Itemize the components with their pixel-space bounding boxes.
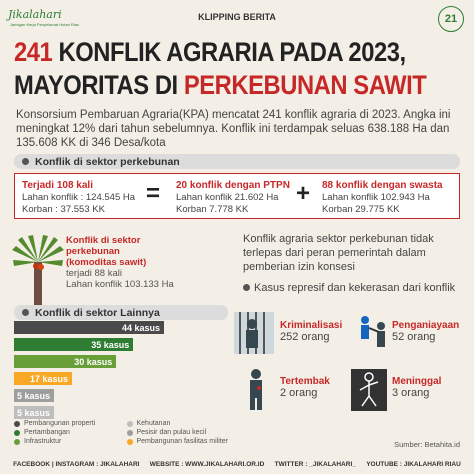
section-perkebunan-label: Konflik di sektor perkebunan xyxy=(35,155,180,168)
sawit-title1: Konflik di sektor xyxy=(66,235,141,246)
bar-0: 44 kasus xyxy=(14,321,164,334)
kliping-label: KLIPPING BERITA xyxy=(198,12,276,22)
bar-chart xyxy=(14,321,174,419)
anniversary-badge: 21 xyxy=(438,6,464,32)
legend-label: Pembangunan properti xyxy=(24,420,96,427)
headline-line1 xyxy=(14,36,410,69)
sawit-body xyxy=(66,268,174,290)
legend-dot-icon xyxy=(14,439,20,445)
bullet-icon xyxy=(22,158,29,165)
logo-subtitle: Jaringan Kerja Penyelamat Hutan Riau xyxy=(10,22,80,27)
case-tertembak xyxy=(280,376,330,399)
legend-label: Kehutanan xyxy=(136,420,171,427)
handcuff-prisoner-icon xyxy=(232,310,276,356)
bar-4: 5 kasus xyxy=(14,389,54,402)
case-label: Tertembak xyxy=(280,376,330,387)
headline-line2 xyxy=(14,69,427,102)
sawit-title3: (komoditas sawit) xyxy=(66,257,147,268)
c1-title: Terjadi 108 kali xyxy=(22,180,93,191)
perkebunan-col-ptpn xyxy=(176,180,301,216)
case-value: 2 orang xyxy=(280,387,318,399)
legend-dot-icon xyxy=(14,421,20,427)
legend-item xyxy=(14,429,127,436)
footer-website[interactable]: WEBSITE : WWW.JIKALAHARI.OR.ID xyxy=(149,460,265,468)
legend-label: Pembangunan fasilitas militer xyxy=(136,438,228,445)
legend-dot-icon xyxy=(127,439,133,445)
c2-korban: Korban 7.778 KK xyxy=(176,204,249,215)
kasus-title-text: Kasus represif dan kekerasan dari konflik xyxy=(254,282,456,294)
c3-lahan: Lahan konflik 102.943 Ha xyxy=(322,192,430,203)
case-label: Meninggal xyxy=(392,376,442,387)
bullet-icon xyxy=(243,284,250,291)
headline xyxy=(14,36,427,102)
footer-twitter[interactable]: TWITTER : _JIKALAHARI_ xyxy=(274,460,356,468)
shot-person-icon xyxy=(236,368,276,412)
perkebunan-col-swasta xyxy=(322,180,458,216)
c3-title: 88 konflik dengan swasta xyxy=(322,180,443,191)
bar-5: 5 kasus xyxy=(14,406,54,419)
assault-icon xyxy=(355,314,391,354)
case-value: 3 orang xyxy=(392,387,430,399)
c1-lahan: Lahan konflik : 124.545 Ha xyxy=(22,192,136,203)
legend-label: Pesisir dan pulau kecil xyxy=(136,429,207,436)
legend-item xyxy=(127,420,240,427)
c3-korban: Korban 29.775 KK xyxy=(322,204,400,215)
legend-dot-icon xyxy=(14,430,20,436)
palm-tree-icon xyxy=(10,232,66,312)
intro-paragraph: Konsorsium Pembaruan Agraria(KPA) mencatat 241 konflik agraria di 2023. Angka ini meningkat 12% dari tahun sebelumnya. Konflik ini terdampak seluas 638.188 Ha dan 135.608 KK di 346 Desa/kota xyxy=(16,109,451,149)
bar-2: 30 kasus xyxy=(14,355,116,368)
legend-item xyxy=(127,429,240,436)
footer xyxy=(0,454,474,474)
case-penganiayaan xyxy=(392,320,459,343)
legend-dot-icon xyxy=(127,430,133,436)
legend-label: Infrastruktur xyxy=(24,438,62,445)
legend-item xyxy=(14,438,127,445)
section-lainnya-label: Konflik di sektor Lainnya xyxy=(35,306,160,319)
headline-number: 241 xyxy=(14,37,53,67)
footer-social[interactable]: FACEBOOK | INSTAGRAM : JIKALAHARI xyxy=(13,460,140,468)
bar-1: 35 kasus xyxy=(14,338,133,351)
case-value: 52 orang xyxy=(392,331,436,343)
c1-korban: Korban : 37.553 KK xyxy=(22,204,105,215)
case-label: Penganiayaan xyxy=(392,320,460,331)
footer-youtube[interactable]: YOUTUBE : JIKALAHARI RIAU xyxy=(366,460,461,468)
sawit-count: terjadi 88 kali xyxy=(66,268,122,279)
kasus-title xyxy=(243,282,463,295)
legend-item xyxy=(127,438,240,445)
case-label: Kriminalisasi xyxy=(280,320,343,331)
legend-item xyxy=(14,420,127,427)
sawit-title xyxy=(66,235,146,268)
section-perkebunan xyxy=(14,154,460,169)
jikalahari-logo: Jikalahari xyxy=(8,8,62,21)
equals-icon: = xyxy=(146,180,161,207)
plus-icon: + xyxy=(296,180,311,207)
case-meninggal xyxy=(392,376,441,399)
perkebunan-col-total xyxy=(22,180,147,216)
headline-line2-b: PERKEBUNAN SAWIT xyxy=(183,70,427,100)
headline-line1-rest: KONFLIK AGRARIA PADA 2023, xyxy=(52,37,406,67)
headline-line2-a: MAYORITAS DI xyxy=(14,70,184,100)
case-value: 252 orang xyxy=(280,331,330,343)
body-outline-icon xyxy=(350,368,388,412)
right-paragraph: Konflik agraria sektor perkebunan tidak terlepas dari peran pemerintah dalam pemberian izin konsesi xyxy=(243,233,434,273)
bullet-icon xyxy=(22,309,29,316)
section-lainnya xyxy=(14,305,228,320)
source: Sumber: Betahita.id xyxy=(394,440,460,449)
sawit-title2: perkebunan xyxy=(66,246,120,257)
case-kriminalisasi xyxy=(280,320,342,343)
bar-3: 17 kasus xyxy=(14,372,72,385)
legend-dot-icon xyxy=(127,421,133,427)
sawit-lahan: Lahan konflik 103.133 Ha xyxy=(66,279,174,290)
legend xyxy=(14,420,239,445)
c2-title: 20 konflik dengan PTPN xyxy=(176,180,290,191)
legend-label: Pertambangan xyxy=(24,429,70,436)
c2-lahan: Lahan konflik 21.602 Ha xyxy=(176,192,279,203)
